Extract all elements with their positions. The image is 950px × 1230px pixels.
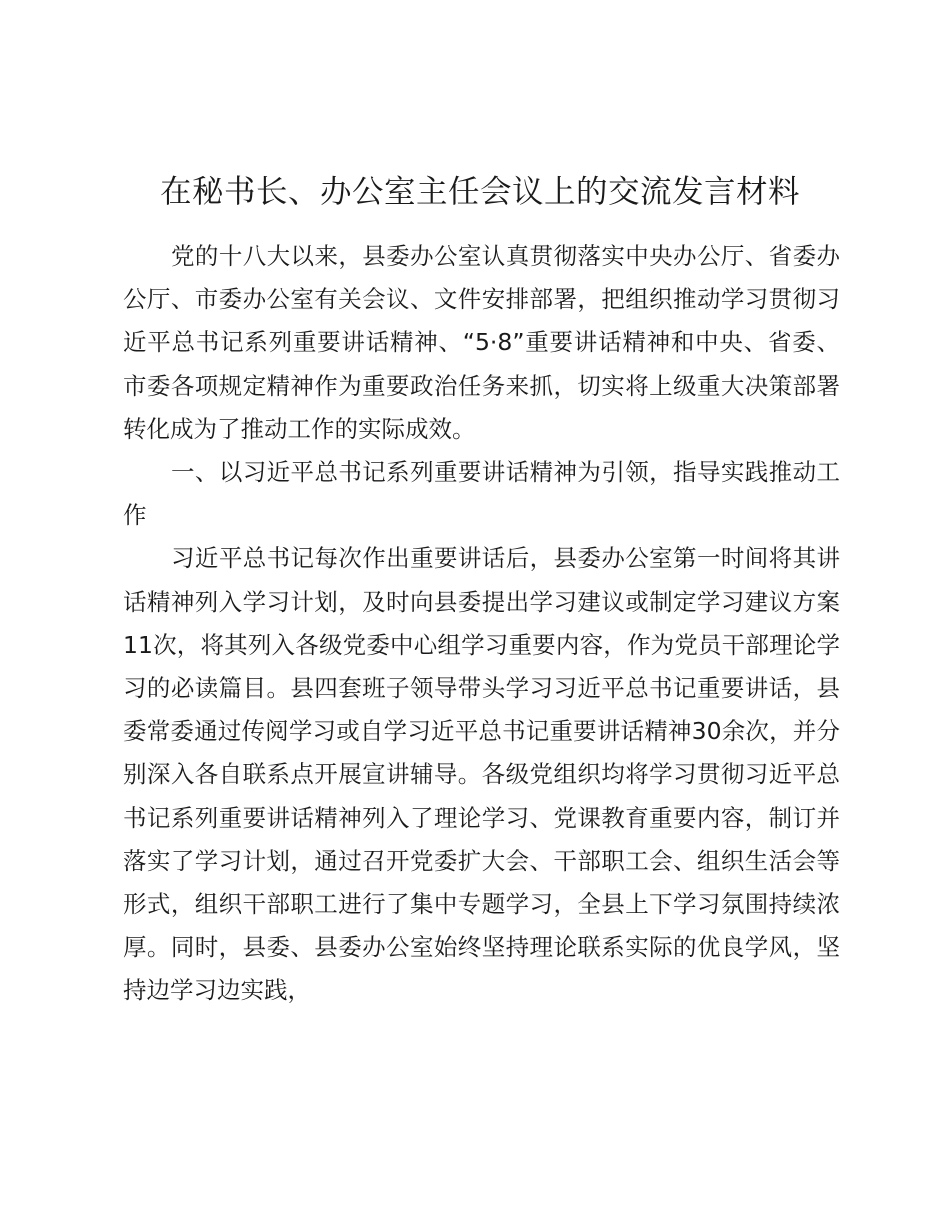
paragraph-intro: 党的十八大以来，县委办公室认真贯彻落实中央办公厅、省委办公厅、市委办公室有关会议、文件安排部署，把组织推动学习贯彻习近平总书记系列重要讲话精神、“5·8”重要讲话精神和中央、省委、市委各项规定精神作为重要政治任务来抓，切实将上级重大决策部署转化成为了推动工作的实际成效。 xyxy=(123,242,840,443)
document-title: 在秘书长、办公室主任会议上的交流发言材料 xyxy=(159,174,800,210)
section-heading-1: 一、以习近平总书记系列重要讲话精神为引领，指导实践推动工作 xyxy=(123,458,840,530)
document-body xyxy=(123,235,840,1013)
paragraph-section-1: 习近平总书记每次作出重要讲话后，县委办公室第一时间将其讲话精神列入学习计划，及时向县委提出学习建议或制定学习建议方案11次，将其列入各级党委中心组学习重要内容，作为党员干部理论学习的必读篇目。县四套班子领导带头学习习近平总书记重要讲话，县委常委通过传阅学习或自学习近平总书记重要讲话精神30余次，并分别深入各自联系点开展宣讲辅导。各级党组织均将学习贯彻习近平总书记系列重要讲话精神列入了理论学习、党课教育重要内容，制订并落实了学习计划，通过召开党委扩大会、干部职工会、组织生活会等形式，组织干部职工进行了集中专题学习，全县上下学习氛围持续浓厚。同时，县委、县委办公室始终坚持理论联系实际的优良学风，坚持边学习边实践， xyxy=(123,544,840,1005)
